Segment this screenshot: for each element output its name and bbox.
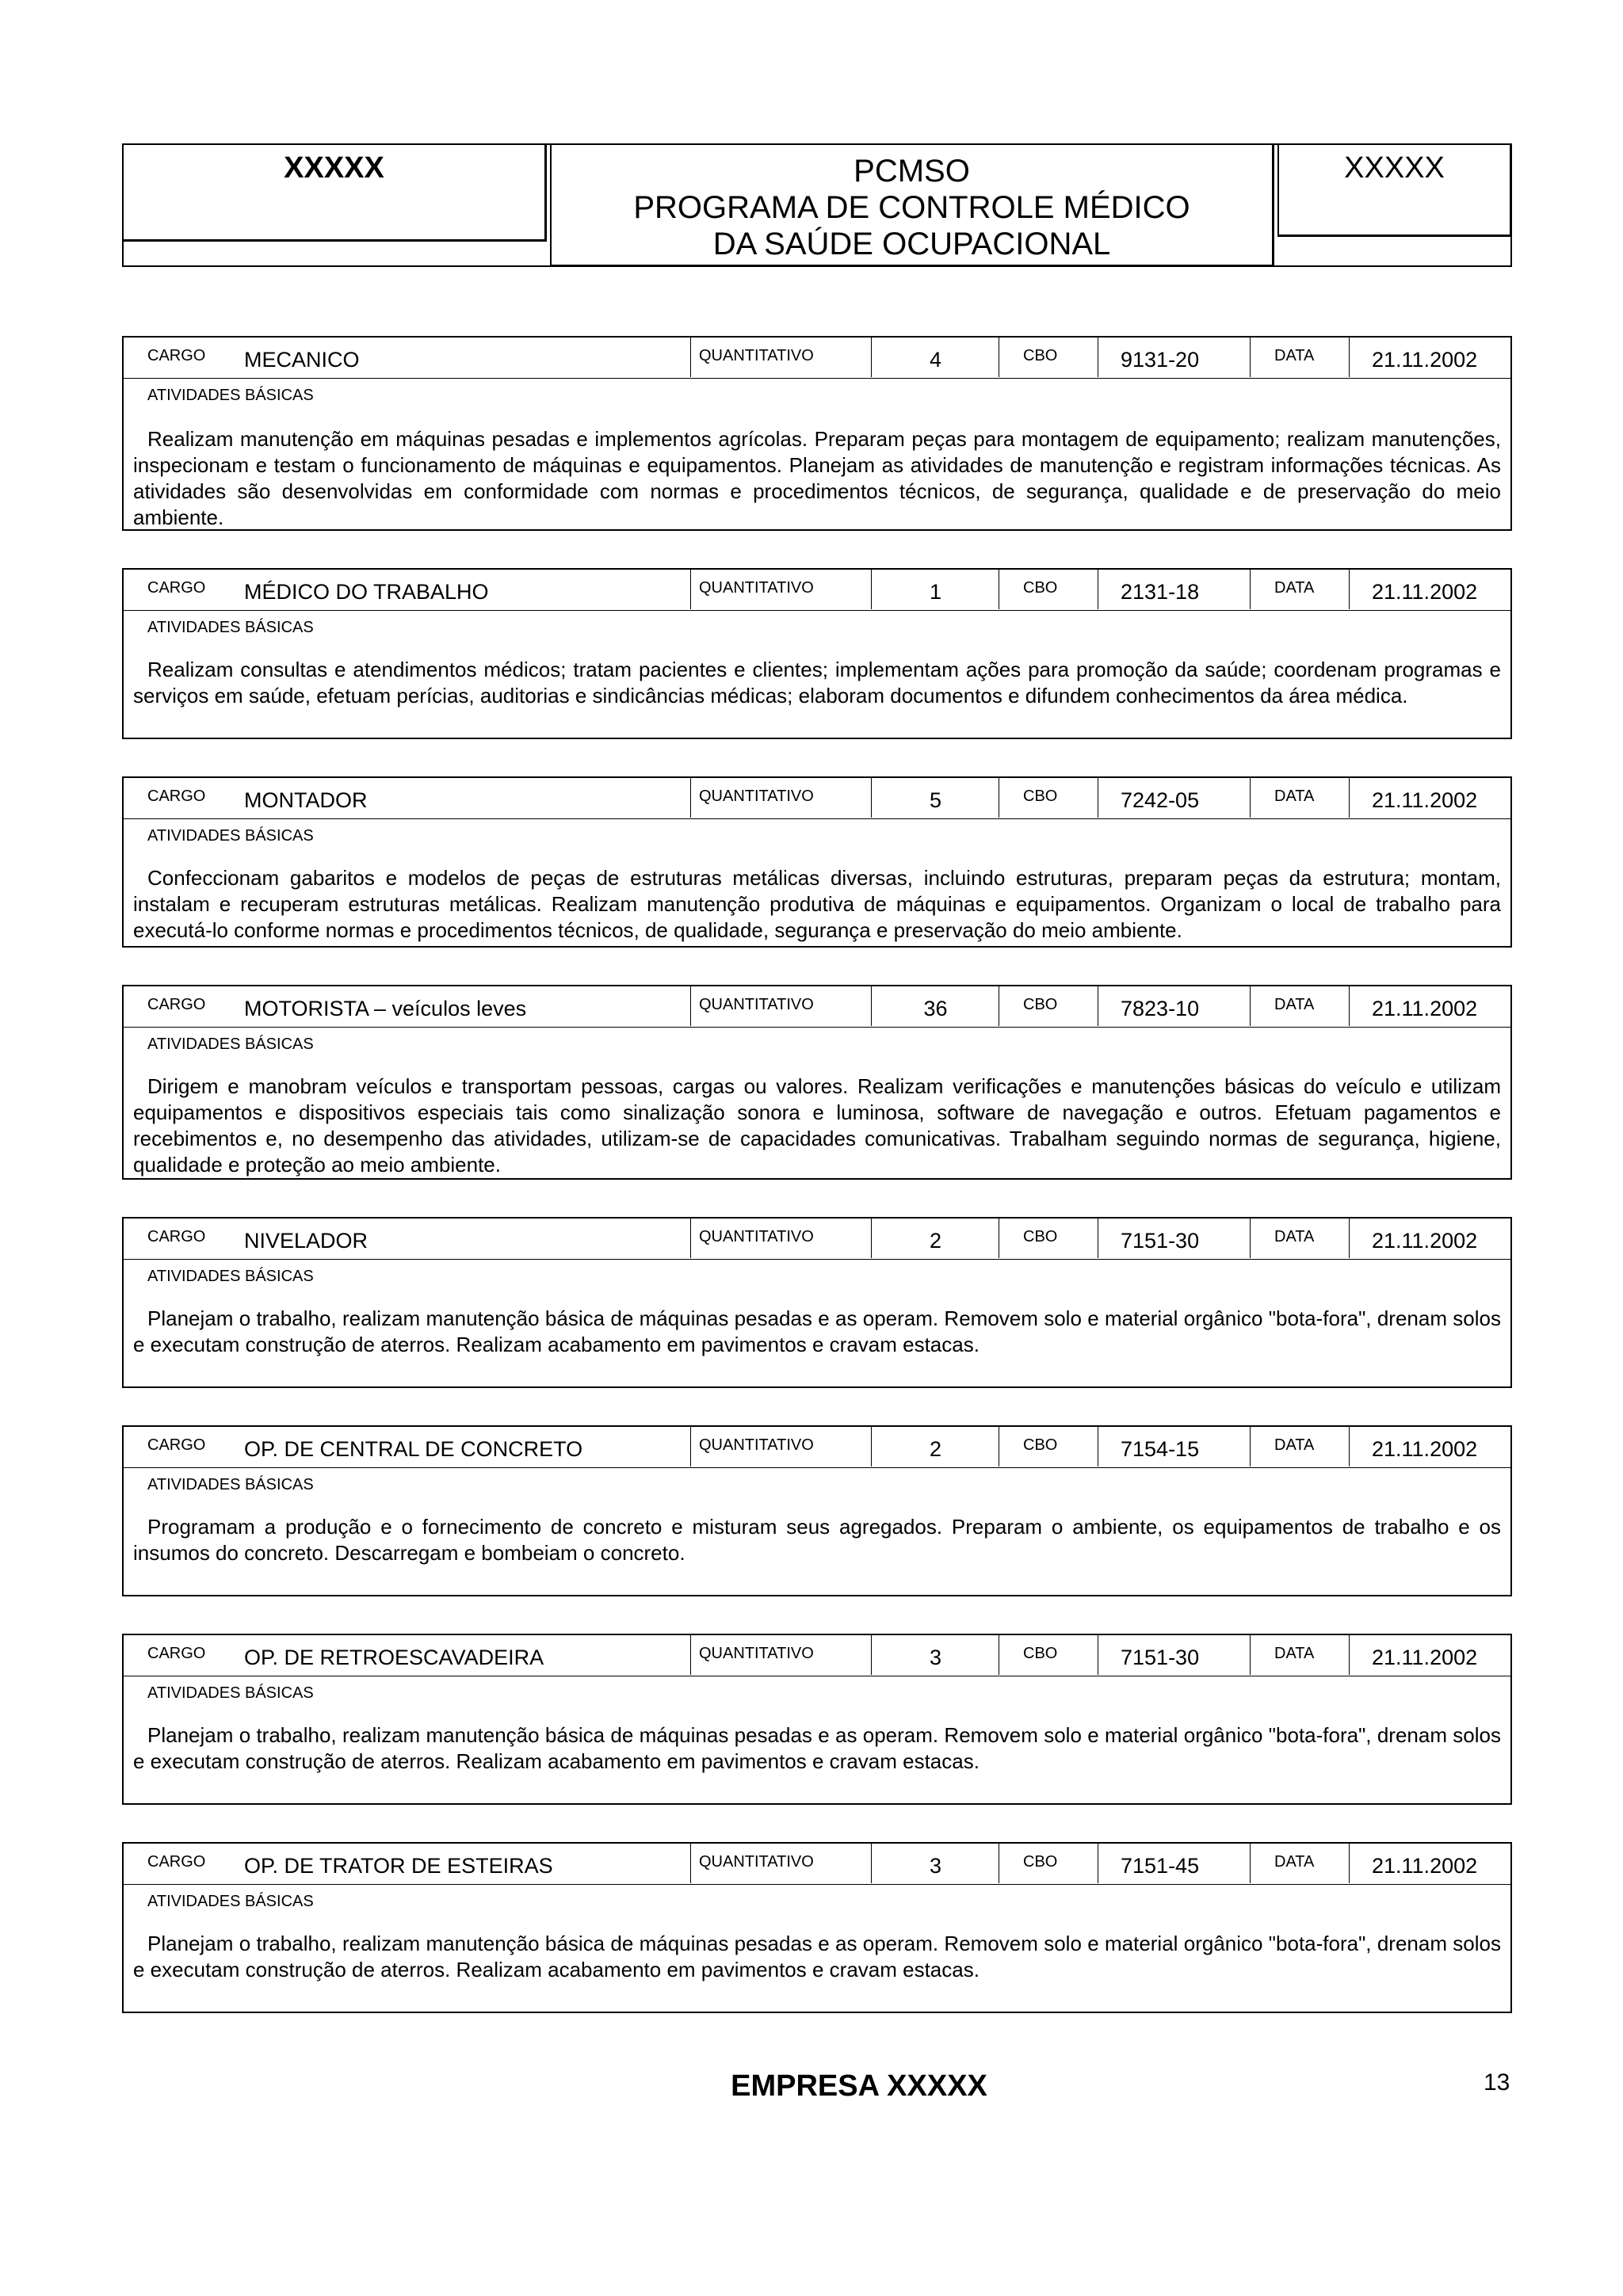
quantitativo-label: QUANTITATIVO (699, 1853, 814, 1871)
data-label-cell (1250, 1635, 1349, 1675)
cargo-label: CARGO (147, 788, 206, 805)
quantitativo-label: QUANTITATIVO (699, 579, 814, 597)
cargo-label: CARGO (147, 1228, 206, 1245)
cbo-label-cell (999, 1844, 1098, 1883)
quantitativo-label-cell (690, 1427, 871, 1466)
cbo-label-cell (999, 1427, 1098, 1466)
cbo-value-cell (1098, 570, 1250, 609)
cargo-value: MÉDICO DO TRABALHO (244, 580, 489, 604)
quantitativo-value: 4 (929, 348, 942, 372)
quantitativo-value-cell (871, 1427, 999, 1466)
data-value: 21.11.2002 (1372, 580, 1478, 604)
job-header-row (124, 1844, 1510, 1885)
job-header-row (124, 778, 1510, 819)
cargo-value: MECANICO (244, 348, 360, 372)
atividades-label: ATIVIDADES BÁSICAS (147, 387, 314, 404)
atividades-label: ATIVIDADES BÁSICAS (147, 1684, 314, 1702)
data-label-cell (1250, 338, 1349, 377)
job-card (122, 985, 1512, 1180)
cargo-label: CARGO (147, 1436, 206, 1454)
quantitativo-value-cell (871, 1219, 999, 1258)
data-value-cell (1349, 778, 1510, 818)
page-number: 13 (1484, 2069, 1510, 2096)
data-value: 21.11.2002 (1372, 1854, 1478, 1878)
cargo-label: CARGO (147, 1645, 206, 1662)
atividades-label: ATIVIDADES BÁSICAS (147, 827, 314, 845)
cbo-value-cell (1098, 1219, 1250, 1258)
job-card (122, 1634, 1512, 1805)
quantitativo-label: QUANTITATIVO (699, 1645, 814, 1662)
cargo-cell (124, 338, 690, 377)
cargo-value: MONTADOR (244, 788, 368, 812)
cbo-value-cell (1098, 1427, 1250, 1466)
data-label: DATA (1274, 996, 1315, 1013)
quantitativo-value: 2 (929, 1437, 942, 1461)
quantitativo-label: QUANTITATIVO (699, 788, 814, 805)
quantitativo-label-cell (690, 570, 871, 609)
atividades-label: ATIVIDADES BÁSICAS (147, 1476, 314, 1493)
cbo-value-cell (1098, 986, 1250, 1026)
data-value-cell (1349, 570, 1510, 609)
data-value: 21.11.2002 (1372, 788, 1478, 812)
data-label-cell (1250, 570, 1349, 609)
quantitativo-label: QUANTITATIVO (699, 1228, 814, 1245)
cargo-label: CARGO (147, 579, 206, 597)
quantitativo-value: 3 (929, 1646, 942, 1669)
header-title-line-3: DA SAÚDE OCUPACIONAL (712, 227, 1111, 261)
cbo-label-cell (999, 1219, 1098, 1258)
job-card (122, 568, 1512, 739)
cbo-value: 2131-18 (1121, 580, 1200, 604)
data-label-cell (1250, 986, 1349, 1026)
cargo-cell (124, 1427, 690, 1466)
quantitativo-label-cell (690, 986, 871, 1026)
cbo-label: CBO (1023, 1853, 1058, 1871)
cargo-cell (124, 778, 690, 818)
job-card (122, 776, 1512, 948)
cbo-label: CBO (1023, 996, 1058, 1013)
data-label: DATA (1274, 1228, 1315, 1245)
atividades-label: ATIVIDADES BÁSICAS (147, 1893, 314, 1910)
quantitativo-value-cell (871, 1844, 999, 1883)
data-label: DATA (1274, 1436, 1315, 1454)
job-card (122, 1425, 1512, 1596)
cbo-value: 7151-30 (1121, 1229, 1200, 1253)
data-value-cell (1349, 1427, 1510, 1466)
cbo-label: CBO (1023, 1645, 1058, 1662)
atividades-label: ATIVIDADES BÁSICAS (147, 1035, 314, 1053)
atividades-label: ATIVIDADES BÁSICAS (147, 619, 314, 636)
quantitativo-label: QUANTITATIVO (699, 347, 814, 364)
quantitativo-label-cell (690, 1844, 871, 1883)
quantitativo-label-cell (690, 1219, 871, 1258)
cbo-label-cell (999, 570, 1098, 609)
atividades-description: Realizam manutenção em máquinas pesadas e implementos agrícolas. Preparam peças para montagem de equipamento; realizam manutenções, inspecionam e testam o funcionamento de máquinas e equipamentos. Planejam as atividades de manutenção e registram informações técnicas. As atividades são desenvolvidas em conformidade com normas e procedimentos técnicos, de segurança, qualidade e de preservação do meio ambiente. (133, 427, 1501, 529)
cargo-value: MOTORISTA – veículos leves (244, 997, 527, 1020)
header-title (550, 145, 1274, 267)
data-value: 21.11.2002 (1372, 1437, 1478, 1461)
cargo-cell (124, 570, 690, 609)
data-label: DATA (1274, 347, 1315, 364)
cbo-value-cell (1098, 778, 1250, 818)
job-header-row (124, 1427, 1510, 1468)
atividades-description: Planejam o trabalho, realizam manutenção básica de máquinas pesadas e as operam. Removem solo e material orgânico "bota-fora", drenam solos e executam construção de aterros. Realizam acabamento em pavimentos e cravam estacas. (133, 1306, 1501, 1356)
cargo-label: CARGO (147, 1853, 206, 1871)
document-header (122, 143, 1512, 267)
quantitativo-value: 2 (929, 1229, 942, 1253)
quantitativo-value-cell (871, 986, 999, 1026)
quantitativo-value-cell (871, 338, 999, 377)
job-header-row (124, 986, 1510, 1028)
cargo-cell (124, 986, 690, 1026)
data-value-cell (1349, 986, 1510, 1026)
quantitativo-value: 1 (929, 580, 942, 604)
cbo-label: CBO (1023, 1436, 1058, 1454)
cbo-value: 9131-20 (1121, 348, 1200, 372)
cbo-value: 7242-05 (1121, 788, 1200, 812)
atividades-description: Dirigem e manobram veículos e transportam pessoas, cargas ou valores. Realizam verificações e manutenções básicas do veículo e utilizam equipamentos e dispositivos especiais tais como sinalização sonora e luminosa, software de navegação e outros. Efetuam pagamentos e recebimentos e, no desempenho das atividades, utilizam-se de capacidades comunicativas. Trabalham seguindo normas de segurança, higiene, qualidade e proteção ao meio ambiente. (133, 1074, 1501, 1177)
cargo-cell (124, 1219, 690, 1258)
data-label: DATA (1274, 1645, 1315, 1662)
cbo-value: 7823-10 (1121, 997, 1200, 1020)
cbo-value-cell (1098, 338, 1250, 377)
atividades-label: ATIVIDADES BÁSICAS (147, 1268, 314, 1285)
quantitativo-value: 5 (929, 788, 942, 812)
data-value-cell (1349, 1635, 1510, 1675)
cargo-label: CARGO (147, 347, 206, 364)
data-label-cell (1250, 1427, 1349, 1466)
job-header-row (124, 338, 1510, 379)
header-right-code: XXXXX (1277, 145, 1512, 237)
cbo-value: 7151-45 (1121, 1854, 1200, 1878)
data-label-cell (1250, 1844, 1349, 1883)
quantitativo-label-cell (690, 778, 871, 818)
data-value: 21.11.2002 (1372, 997, 1478, 1020)
job-card (122, 1217, 1512, 1388)
header-title-line-2: PROGRAMA DE CONTROLE MÉDICO (633, 190, 1190, 225)
cbo-label: CBO (1023, 1228, 1058, 1245)
job-card (122, 1842, 1512, 2013)
cbo-label: CBO (1023, 347, 1058, 364)
quantitativo-label-cell (690, 1635, 871, 1675)
job-card (122, 336, 1512, 531)
data-value: 21.11.2002 (1372, 348, 1478, 372)
cbo-label: CBO (1023, 788, 1058, 805)
footer-company: EMPRESA XXXXX (731, 2069, 987, 2103)
data-label: DATA (1274, 1853, 1315, 1871)
job-header-row (124, 1219, 1510, 1260)
cbo-label-cell (999, 1635, 1098, 1675)
cargo-label: CARGO (147, 996, 206, 1013)
quantitativo-label: QUANTITATIVO (699, 996, 814, 1013)
cbo-label: CBO (1023, 579, 1058, 597)
atividades-description: Confeccionam gabaritos e modelos de peças de estruturas metálicas diversas, incluindo estruturas, preparam peças da estrutura; montam, instalam e recuperam estruturas metálicas. Realizam manutenção produtiva de máquinas e equipamentos. Organizam o local de trabalho para executá-lo conforme normas e procedimentos técnicos, de qualidade, segurança e preservação do meio ambiente. (133, 866, 1501, 942)
quantitativo-label-cell (690, 338, 871, 377)
job-header-row (124, 1635, 1510, 1676)
data-value: 21.11.2002 (1372, 1646, 1478, 1669)
atividades-description: Planejam o trabalho, realizam manutenção básica de máquinas pesadas e as operam. Removem solo e material orgânico "bota-fora", drenam solos e executam construção de aterros. Realizam acabamento em pavimentos e cravam estacas. (133, 1932, 1501, 1981)
cbo-value-cell (1098, 1635, 1250, 1675)
quantitativo-value-cell (871, 778, 999, 818)
data-label-cell (1250, 778, 1349, 818)
atividades-description: Planejam o trabalho, realizam manutenção básica de máquinas pesadas e as operam. Removem solo e material orgânico "bota-fora", drenam solos e executam construção de aterros. Realizam acabamento em pavimentos e cravam estacas. (133, 1723, 1501, 1773)
data-label-cell (1250, 1219, 1349, 1258)
atividades-description: Programam a produção e o fornecimento de concreto e misturam seus agregados. Preparam o ambiente, os equipamentos de trabalho e os insumos do concreto. Descarregam e bombeiam o concreto. (133, 1515, 1501, 1565)
cargo-value: OP. DE TRATOR DE ESTEIRAS (244, 1854, 553, 1878)
job-header-row (124, 570, 1510, 611)
data-value: 21.11.2002 (1372, 1229, 1478, 1253)
header-left-company: XXXXX (124, 145, 547, 242)
atividades-description: Realizam consultas e atendimentos médicos; tratam pacientes e clientes; implementam ações para promoção da saúde; coordenam programas e serviços em saúde, efetuam perícias, auditorias e sindicâncias médicas; elaboram documentos e difundem conhecimentos da área médica. (133, 658, 1501, 707)
quantitativo-value-cell (871, 570, 999, 609)
cbo-value: 7151-30 (1121, 1646, 1200, 1669)
cargo-value: OP. DE CENTRAL DE CONCRETO (244, 1437, 583, 1461)
quantitativo-value-cell (871, 1635, 999, 1675)
cargo-value: OP. DE RETROESCAVADEIRA (244, 1646, 544, 1669)
quantitativo-value: 3 (929, 1854, 942, 1878)
cargo-value: NIVELADOR (244, 1229, 369, 1253)
cbo-label-cell (999, 986, 1098, 1026)
quantitativo-value: 36 (923, 997, 948, 1020)
cargo-cell (124, 1635, 690, 1675)
data-value-cell (1349, 338, 1510, 377)
cbo-label-cell (999, 338, 1098, 377)
quantitativo-label: QUANTITATIVO (699, 1436, 814, 1454)
data-label: DATA (1274, 579, 1315, 597)
header-title-line-1: PCMSO (854, 154, 970, 189)
cbo-label-cell (999, 778, 1098, 818)
data-value-cell (1349, 1219, 1510, 1258)
data-label: DATA (1274, 788, 1315, 805)
data-value-cell (1349, 1844, 1510, 1883)
cargo-cell (124, 1844, 690, 1883)
cbo-value: 7154-15 (1121, 1437, 1200, 1461)
cbo-value-cell (1098, 1844, 1250, 1883)
